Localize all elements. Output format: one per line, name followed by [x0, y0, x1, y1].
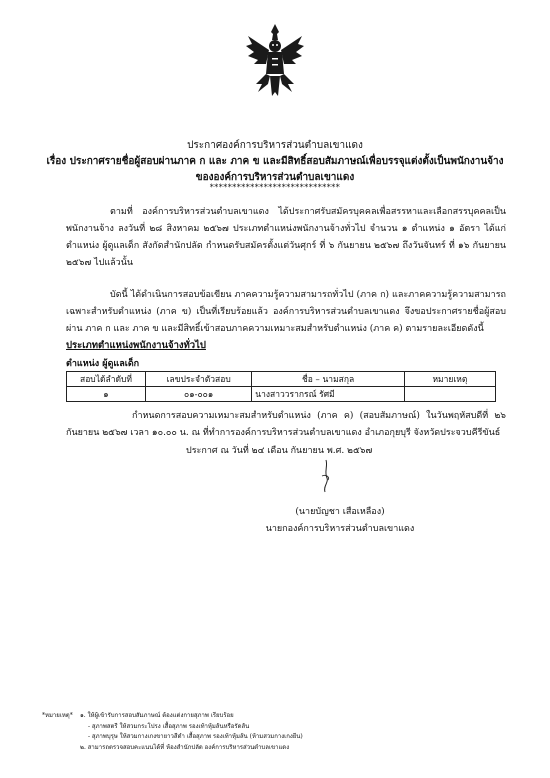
header-note: หมายเหตุ: [404, 372, 495, 387]
section-title: ประเภทตำแหน่งพนักงานจ้างทั่วไป: [66, 340, 206, 351]
announcement-subject-line2: ขององค์การบริหารส่วนตำบลเขาแดง: [195, 172, 355, 183]
cell-note: [404, 387, 495, 402]
paragraph-exam-result: บัดนี้ ได้ดำเนินการสอบข้อเขียน ภาคความรู้ความสามารถทั่วไป (ภาค ก) และภาคความรู้ความสามารถเฉพาะสำหรับตำแหน่ง (ภาค ข) เป็นที่เรียบร้อยแล้ว องค์การบริหารส่วนตำบลเขาแดง จึงขอประกาศรายชื่อผู้สอบผ่าน ภาค ก และ ภาค ข และมีสิทธิ์เข้าสอบภาคความเหมาะสมสำหรับตำแหน่ง (ภาค ค) ตามรายละเอียดดังนี้: [66, 290, 506, 334]
footnote-label: *หมายเหตุ*: [42, 712, 73, 719]
footnote-item: [42, 743, 512, 754]
announcement-subject: เรื่อง ประกาศรายชื่อผู้สอบผ่านภาค ก และ ภาค ข และมีสิทธิ์สอบสัมภาษณ์เพื่อบรรจุแต่งตั้งเป็นพนักงานจ้าง: [46, 156, 504, 167]
cell-rank: ๑: [67, 387, 146, 402]
handwritten-signature: [312, 458, 340, 494]
org-announcement-title: ประกาศองค์การบริหารส่วนตำบลเขาแดง: [187, 140, 363, 151]
header-exam-id: เลขประจำตัวสอบ: [146, 372, 252, 387]
separator-stars: *****************************: [209, 183, 341, 192]
signatory-title: นายกองค์การบริหารส่วนตำบลเขาแดง: [265, 524, 415, 534]
footnote-text: - สุภาพสตรี ให้สวมกระโปรง เสื้อสุภาพ รองเท้าหุ้มส้นหรือรัดส้น: [88, 722, 250, 730]
header-rank: สอบได้ลำดับที่: [67, 372, 146, 387]
footnote-text: ๑. ให้ผู้เข้ารับการสอบสัมภาษณ์ ต้องแต่งกายสุภาพ เรียบร้อย: [80, 712, 234, 719]
signatory-name: (นายบัญชา เสือเหลือง): [295, 507, 385, 517]
table-row: [67, 387, 496, 402]
results-table: [66, 371, 496, 402]
footnote-text: - สุภาพบุรุษ ให้สวมกางเกงขายาวสีดำ เสื้อสุภาพ รองเท้าหุ้มส้น (ห้ามสวมกางเกงยีน): [88, 733, 303, 740]
header-name: ชื่อ – นามสกุล: [252, 372, 405, 387]
table-header-row: [67, 372, 496, 387]
footnote-item: [42, 722, 512, 733]
footnotes: [42, 711, 512, 753]
footnote-item: [42, 732, 512, 743]
garuda-emblem-icon: [244, 22, 306, 98]
paragraph-interview-schedule: กำหนดการสอบความเหมาะสมสำหรับตำแหน่ง (ภาค ค) (สอบสัมภาษณ์) ในวันพฤหัสบดีที่ ๒๖ กันยายน ๒๕๖๗ เวลา ๑๐.๐๐ น. ณ ที่ทำการองค์การบริหารส่วนตำบลเขาแดง อำเภอกุยบุรี จังหวัดประจวบคีรีขันธ์: [66, 411, 506, 438]
paragraph-recruitment: ตามที่ องค์การบริหารส่วนตำบลเขาแดง ได้ประกาศรับสมัครบุคคลเพื่อสรรหาและเลือกสรรบุคคลเป็นพนักงานจ้าง ลงวันที่ ๒๘ สิงหาคม ๒๕๖๗ ประเภทตำแหน่งพนักงานจ้างทั่วไป จำนวน ๑ ตำแหน่ง ๑ อัตรา ได้แก่ตำแหน่ง ผู้ดูแลเด็ก สังกัดสำนักปลัด กำหนดรับสมัครตั้งแต่วันศุกร์ ที่ ๖ กันยายน ๒๕๖๗ ถึงวันจันทร์ ที่ ๑๖ กันยายน ๒๕๖๗ ไปแล้วนั้น: [66, 207, 506, 268]
footnote-text: ๒. สามารถตรวจสอบคะแนนได้ที่ ห้องสำนักปลัด องค์การบริหารส่วนตำบลเขาแดง: [80, 743, 290, 751]
cell-exam-id: ๐๑-๐๐๑: [146, 387, 252, 402]
position-label: ตำแหน่ง ผู้ดูแลเด็ก: [66, 359, 140, 369]
cell-name: นางสาววรากรณ์ รัศมี: [252, 387, 405, 402]
announce-date: ประกาศ ณ วันที่ ๒๔ เดือน กันยายน พ.ศ. ๒๕๖๗: [186, 446, 373, 456]
footnote-item: [42, 711, 512, 722]
